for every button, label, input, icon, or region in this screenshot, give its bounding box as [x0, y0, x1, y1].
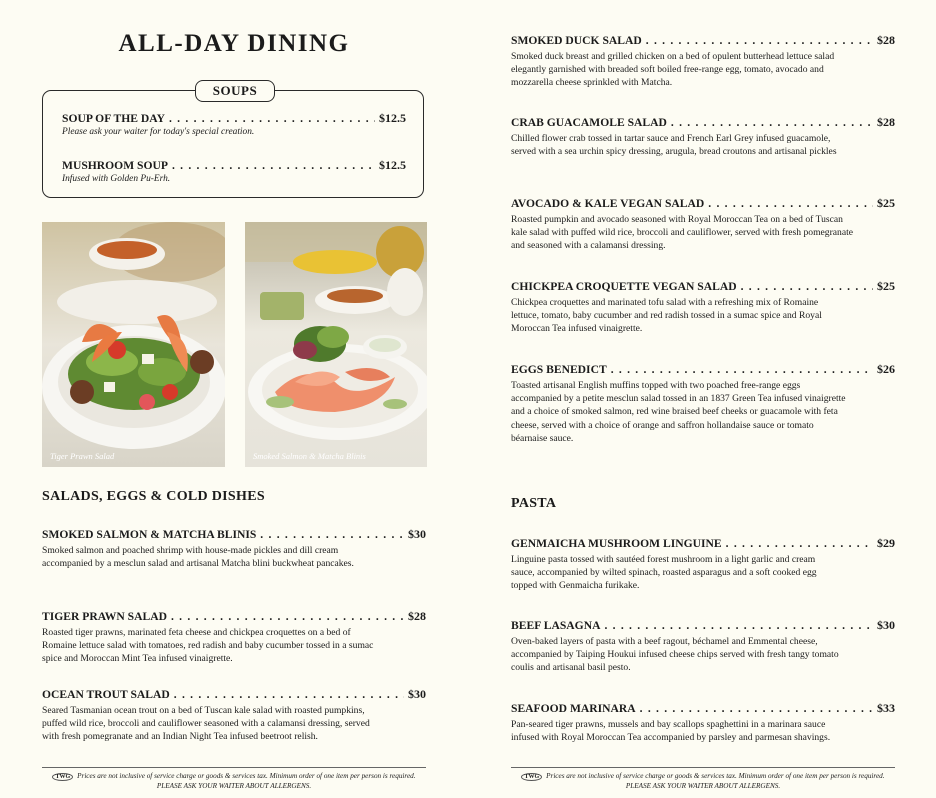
photo-caption: Tiger Prawn Salad — [50, 451, 115, 461]
item-name: CHICKPEA CROQUETTE VEGAN SALAD — [511, 280, 737, 293]
tiger-prawn-salad-image — [42, 222, 225, 467]
item-description: Chickpea croquettes and marinated tofu salad with a refreshing mix of Romaine lettuce, tomato, baby cucumber and red radish tossed in a sumac spice and Royal Moroccan Tea infused vinaigrette. — [511, 297, 822, 335]
menu-item-beef-lasagna — [511, 618, 895, 675]
footer-divider — [511, 767, 895, 768]
dot-leader — [174, 688, 404, 702]
pasta-section-title: PASTA — [511, 496, 557, 511]
dot-leader — [172, 159, 375, 173]
photo-caption: Smoked Salmon & Matcha Blinis — [253, 451, 366, 461]
item-name: SMOKED DUCK SALAD — [511, 34, 642, 47]
item-description: Roasted pumpkin and avocado seasoned with Royal Moroccan Tea on a bed of Tuscan kale salad with puffed wild rice, broccoli and cauliflower, served with fresh pomegranate and seasoned with a calamansi dressing. — [511, 214, 854, 252]
footer-note-left — [42, 772, 426, 791]
item-name: OCEAN TROUT SALAD — [42, 688, 170, 701]
smoked-salmon-blinis-image — [245, 222, 427, 467]
dot-leader — [708, 197, 873, 211]
footer-disclaimer: Prices are not inclusive of service charge or goods & services tax. Minimum order of one item per person is required. — [546, 772, 885, 780]
item-price: $30 — [408, 687, 426, 701]
item-price: $28 — [877, 115, 895, 129]
item-price: $12.5 — [379, 111, 406, 125]
item-price: $25 — [877, 279, 895, 293]
item-price: $33 — [877, 701, 895, 715]
item-description: Please ask your waiter for today's special creation. — [62, 127, 255, 137]
menu-item-tiger-prawn-salad — [42, 609, 426, 666]
footer-allergens: PLEASE ASK YOUR WAITER ABOUT ALLERGENS. — [156, 782, 312, 790]
item-description: Infused with Golden Pu-Erh. — [62, 174, 171, 184]
dot-leader — [646, 34, 873, 48]
item-description: Linguine pasta tossed with sautéed forest mushroom in a light garlic and cream sauce, accompanied by wilted spinach, roasted asparagus and a soft cooked egg topped with Genmaicha furikake. — [511, 554, 817, 592]
item-description: Smoked duck breast and grilled chicken on a bed of opulent butterhead lettuce salad elegantly garnished with breaded soft boiled free-range egg, tomato, avocado and mozzarella cheese sprinkled with Matcha. — [511, 51, 835, 89]
item-price: $28 — [408, 609, 426, 623]
item-price: $30 — [408, 527, 426, 541]
footer-disclaimer: Prices are not inclusive of service charge or goods & services tax. Minimum order of one item per person is required. — [77, 772, 416, 780]
dot-leader — [726, 537, 873, 551]
footer-divider — [42, 767, 426, 768]
menu-item-seafood-marinara — [511, 701, 895, 744]
item-name: AVOCADO & KALE VEGAN SALAD — [511, 197, 705, 210]
menu-item-smoked-duck-salad — [511, 33, 895, 90]
item-name: CRAB GUACAMOLE SALAD — [511, 116, 667, 129]
menu-item-genmaicha-mushroom-linguine — [511, 536, 895, 593]
item-description: Seared Tasmanian ocean trout on a bed of Tuscan kale salad with roasted pumpkins, puffed wild rice, broccoli and cauliflower seasoned with a calamansi dressing, served with fresh pomegranate and an Indian Night Tea infused beetroot relish. — [42, 705, 370, 743]
dot-leader — [171, 610, 404, 624]
item-name: SMOKED SALMON & MATCHA BLINIS — [42, 528, 257, 541]
footer-allergens: PLEASE ASK YOUR WAITER ABOUT ALLERGENS. — [625, 782, 781, 790]
dot-leader — [611, 363, 873, 377]
item-name: TIGER PRAWN SALAD — [42, 610, 167, 623]
menu-item-soup-of-the-day — [62, 111, 406, 137]
menu-item-ocean-trout-salad — [42, 687, 426, 744]
item-description: Oven-baked layers of pasta with a beef ragout, béchamel and Emmental cheese, accompanied by Taiping Houkui infused cheese chips served with fresh tangy tomato coulis and artisanal basil pesto. — [511, 636, 839, 674]
dot-leader — [671, 116, 873, 130]
dot-leader — [260, 528, 404, 542]
salads-section-title: SALADS, EGGS & COLD DISHES — [42, 489, 265, 504]
tiger-prawn-salad-photo — [42, 222, 225, 467]
twg-logo-icon: TWG — [52, 773, 73, 781]
footer-note-right — [511, 772, 895, 791]
item-name: SEAFOOD MARINARA — [511, 702, 636, 715]
menu-item-chickpea-croquette-vegan-salad — [511, 279, 895, 336]
item-name: BEEF LASAGNA — [511, 619, 601, 632]
item-name: SOUP OF THE DAY — [62, 112, 165, 125]
dot-leader — [604, 619, 873, 633]
menu-item-mushroom-soup — [62, 158, 406, 184]
item-name: MUSHROOM SOUP — [62, 159, 168, 172]
item-price: $30 — [877, 618, 895, 632]
smoked-salmon-blinis-photo — [245, 222, 427, 467]
item-description: Pan-seared tiger prawns, mussels and bay scallops spaghettini in a marinara sauce infused with Royal Moroccan Tea accompanied by parsley and parmesan shavings. — [511, 719, 831, 744]
twg-logo-icon: TWG — [521, 773, 542, 781]
item-name: EGGS BENEDICT — [511, 363, 607, 376]
item-description: Toasted artisanal English muffins topped with two poached free-range eggs accompanied by a petite mesclun salad tossed in an 1837 Green Tea infused vinaigrette and a choice of smoked salmon, red wine braised beef cheeks or guacamole with feta cheese, served with a choice of orange and saffron hollandaise sauce or tomato béarnaise sauce. — [511, 380, 846, 444]
menu-item-crab-guacamole-salad — [511, 115, 895, 158]
item-price: $25 — [877, 196, 895, 210]
menu-item-avocado-kale-vegan-salad — [511, 196, 895, 253]
item-price: $28 — [877, 33, 895, 47]
item-description: Smoked salmon and poached shrimp with house-made pickles and dill cream accompanied by a mesclun salad and artisanal Matcha blini buckwheat pancakes. — [42, 545, 354, 570]
soups-section-label: SOUPS — [195, 80, 275, 102]
item-price: $29 — [877, 536, 895, 550]
item-name: GENMAICHA MUSHROOM LINGUINE — [511, 537, 722, 550]
item-description: Chilled flower crab tossed in tartar sauce and French Earl Grey infused guacamole, served with a sea urchin spicy dressing, arugula, bread croutons and artisanal pickles — [511, 133, 837, 158]
dot-leader — [169, 112, 375, 126]
menu-item-eggs-benedict — [511, 362, 895, 445]
item-price: $26 — [877, 362, 895, 376]
page-title: ALL-DAY DINING — [118, 30, 350, 57]
item-price: $12.5 — [379, 158, 406, 172]
item-description: Roasted tiger prawns, marinated feta cheese and chickpea croquettes on a bed of Romaine lettuce salad with tomatoes, red radish and baby cucumber tossed in a sumac spice and Moroccan Mint Tea infused vinaigrette. — [42, 627, 374, 665]
dot-leader — [741, 280, 873, 294]
menu-item-smoked-salmon-blinis — [42, 527, 426, 570]
dot-leader — [640, 702, 873, 716]
